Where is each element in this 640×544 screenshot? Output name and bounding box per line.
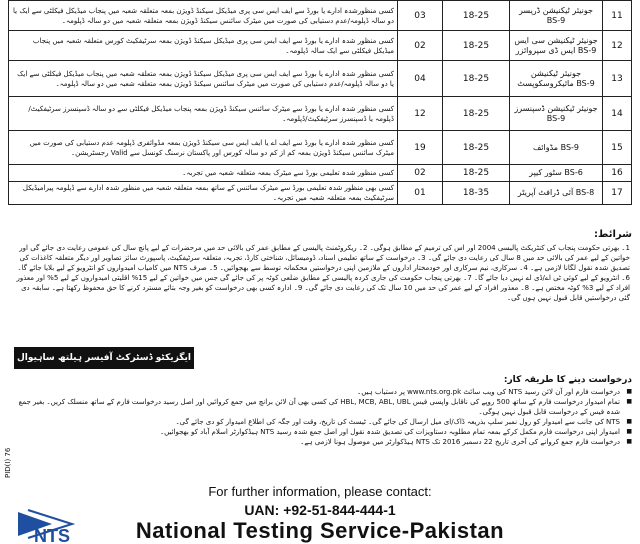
post-qualification: کسی منظور شدہ ادارے یا بورڈ سے ایف ایس سی پری میڈیکل سیکنڈ ڈویژن بمعہ متعلقہ شعبہ میں پنجاب میڈیکل فیکلٹی سے ایک یا دو سالہ ڈپلومہ/عدم دستیابی کی صورت میں میٹرک سائنس سیکنڈ ڈویژن بمعہ متعلقہ شعبہ میں دو سالہ ڈپلومہ۔ <box>9 61 398 97</box>
post-row <box>9 1 632 31</box>
post-title: سٹور کیپر BS-6 <box>510 165 603 182</box>
post-qualification: کسی منظور شدہ تعلیمی بورڈ سے میٹرک بمعہ متعلقہ شعبہ میں تجربہ۔ <box>9 165 398 182</box>
post-age-limit: 18-25 <box>443 97 510 131</box>
post-age-limit: 18-25 <box>443 165 510 182</box>
post-serial-number: 11 <box>603 1 632 31</box>
post-title: جونیئر ٹیکنیشن ڈریسر BS-9 <box>510 1 603 31</box>
post-count: 02 <box>398 165 443 182</box>
post-serial-number: 13 <box>603 61 632 97</box>
post-row <box>9 61 632 97</box>
post-qualification: کسی منظور شدہ ادارے یا بورڈ سے ایف اے یا ایف ایس سی سیکنڈ ڈویژن بمعہ مڈوائفری ڈپلومہ عدم دستیابی کی صورت میں میٹرک سائنس سیکنڈ ڈویژن بمعہ کم از کم دو سالہ کورس اور پاکستان نرسنگ کونسل سے Valid رجسٹریشن۔ <box>9 131 398 165</box>
method-step: ■ درخواست فارم جمع کروانے کی آخری تاریخ 22 دسمبر 2016 تک NTS ہیڈکوارٹر میں موصول ہونا لازمی ہے۔ <box>8 437 632 447</box>
method-step: ■ تمام امیدوار درخواست فارم کے ساتھ 500 روپے کی ناقابل واپسی فیس HBL, MCB, ABL, UBL کی کسی بھی آن لائن برانچ میں جمع کروائیں اور اصل رسید درخواست فارم کے ساتھ منسلک کریں۔ بغیر جمع شدہ فیس کے درخواست قابل قبول نہیں ہوگی۔ <box>8 397 632 417</box>
method-step: ■ درخواست فارم اور آن لائن رسید NTS کی ویب سائٹ www.nts.org.pk پر دستیاب ہیں۔ <box>8 387 632 397</box>
footer <box>0 482 640 544</box>
post-qualification: کسی بھی منظور شدہ تعلیمی بورڈ سے میٹرک سائنس کے ساتھ بمعہ متعلقہ شعبہ میں منظور شدہ ادارے سے ڈپلومہ پیرامیڈیکل سرٹیفکیٹ بمعہ متعلقہ شعبہ میں تجربہ۔ <box>9 182 398 205</box>
post-title: جونیئر ٹیکنیشن ڈسپنسرز BS-9 <box>510 97 603 131</box>
uan-number: UAN: +92-51-844-444-1 <box>244 502 396 518</box>
post-title: جونیئر ٹیکنیشن مائیکروسکوپسٹ BS-9 <box>510 61 603 97</box>
post-qualification: کسی منظور شدہ ادارے یا بورڈ سے میٹرک سائنس سیکنڈ ڈویژن بمعہ پنجاب میڈیکل فیکلٹی سے دو سالہ ڈسپنسرز سرٹیفکیٹ/ڈپلومہ یا ڈسپنسرز سرٹیفکیٹ/ڈپلومہ۔ <box>9 97 398 131</box>
post-title: مڈوائف BS-9 <box>510 131 603 165</box>
conditions-heading: شرائط: <box>594 229 632 240</box>
application-method-section <box>8 375 632 447</box>
post-serial-number: 12 <box>603 31 632 61</box>
post-title: جونیئر ٹیکنیشن سی ایس ایس ڈی سپروائزر BS-9 <box>510 31 603 61</box>
post-qualification: کسی منظورشدہ ادارے یا بورڈ سے ایف ایس سی پری میڈیکل سیکنڈ ڈویژن بمعہ متعلقہ شعبہ میں پنجاب میڈیکل فیکلٹی سے ایک یا دو سالہ ڈپلومہ/عدم دستیابی کی صورت میں میٹرک سائنس سیکنڈ ڈویژن بمعہ متعلقہ شعبہ میں دو سالہ ڈپلومہ۔ <box>9 1 398 31</box>
posts-table <box>8 0 632 205</box>
post-age-limit: 18-35 <box>443 182 510 205</box>
publication-code: PID(I) 76 <box>4 447 12 478</box>
post-serial-number: 14 <box>603 97 632 131</box>
post-age-limit: 18-25 <box>443 131 510 165</box>
post-title: آئی ڈرافٹ آپریٹر BS-8 <box>510 182 603 205</box>
post-count: 12 <box>398 97 443 131</box>
method-step: ■ امیدوار اپنی درخواست فارم مکمل کرکے بمعہ تمام مطلوبہ دستاویزات کی تصدیق شدہ نقول اور اصل جمع شدہ رسید NTS ہیڈکوارٹر اسلام آباد کو بھجوائیں۔ <box>8 427 632 437</box>
post-age-limit: 18-25 <box>443 61 510 97</box>
post-count: 03 <box>398 1 443 31</box>
post-count: 04 <box>398 61 443 97</box>
post-count: 02 <box>398 31 443 61</box>
officer-stamp: ایگزیکٹو ڈسٹرکٹ آفیسر ہیلتھ ساہیوال <box>14 347 194 369</box>
post-qualification: کسی منظور شدہ ادارے یا بورڈ سے ایف ایس سی پری میڈیکل سیکنڈ ڈویژن بمعہ سرٹیفکیٹ کورس متعلقہ شعبہ میں پنجاب میڈیکل فیکلٹی سے ایک سالہ ڈپلومہ۔ <box>9 31 398 61</box>
post-row <box>9 31 632 61</box>
post-serial-number: 15 <box>603 131 632 165</box>
nts-logo-text: NTS <box>34 526 70 544</box>
conditions-text: 1۔ بھرتی حکومت پنجاب کی کنٹریکٹ پالیسی 2004 اور اس کی ترمیم کے مطابق ہوگی۔ 2۔ ریکروٹمنٹ پالیسی کے مطابق عمر کی بالائی حد میں مرحضرات کے لیے پانچ سال کی عمومی رعایت دی جائے گی اور خواتین کے لیے عمر کی بالائی حد میں 8 سال کی رعایت دی جائے گی۔ 3۔ درخواست کے ساتھ تعلیمی اسناد، ڈومیسائل، شناختی کارڈ، تجربہ، متعلقہ سرٹیفکیٹ، پاسپورٹ سائز تصاویر اور دیگر متعلقہ کاغذات کی تصدیق شدہ نقول لگانا لازمی ہے۔ 4۔ سرکاری، نیم سرکاری اور خودمختار اداروں کے ملازمین اپنی درخواستیں محکمانہ توسط سے بھجوائیں۔ 5۔ صرف NTS میں کامیاب امیدواروں کو انٹرویو کے لیے بلایا جائے گا۔ 6۔ انٹرویو کے لیے کوئی ٹی اے/ڈی اے نہیں دیا جائے گا۔ 7۔ بھرتی پنجاب حکومت کی جاری کردہ پالیسی کے مطابق ضلعی کوٹہ پر کی جائے گی جس میں خواتین کے لیے 15% اقلیتی امیدواروں کے لیے 5% اور معذور افراد کے لیے 3% کوٹہ مختص ہے۔ 8۔ معذور افراد کے لیے عمر کی حد میں 10 سال تک کی رعایت دی جائے گی۔ 9۔ ادارہ کسی بھی درخواست کو بغیر وجہ بتائے مسترد کرنے کا حق محفوظ رکھتا ہے۔ سابقہ دی گئی درخواستیں قابل قبول نہیں ہوں گی۔ <box>16 244 630 302</box>
post-row <box>9 97 632 131</box>
post-serial-number: 17 <box>603 182 632 205</box>
organization-name: National Testing Service-Pakistan <box>135 518 505 543</box>
post-count: 19 <box>398 131 443 165</box>
method-steps <box>8 387 632 447</box>
post-age-limit: 18-25 <box>443 1 510 31</box>
posts-table-body <box>9 1 632 205</box>
post-serial-number: 16 <box>603 165 632 182</box>
method-step: ■ NTS کی جانب سے امیدوار کو رول نمبر سلپ بذریعہ ڈاک/ای میل ارسال کی جائے گی۔ ٹیسٹ کی تاریخ، وقت اور جگہ کی اطلاع امیدوار کو دی جائے گی۔ <box>8 417 632 427</box>
post-count: 01 <box>398 182 443 205</box>
post-row <box>9 182 632 205</box>
contact-info-line: For further information, please contact: <box>208 484 432 499</box>
post-row <box>9 165 632 182</box>
post-row <box>9 131 632 165</box>
post-age-limit: 18-25 <box>443 31 510 61</box>
method-heading: درخواست دینے کا طریقہ کار: <box>503 375 632 385</box>
